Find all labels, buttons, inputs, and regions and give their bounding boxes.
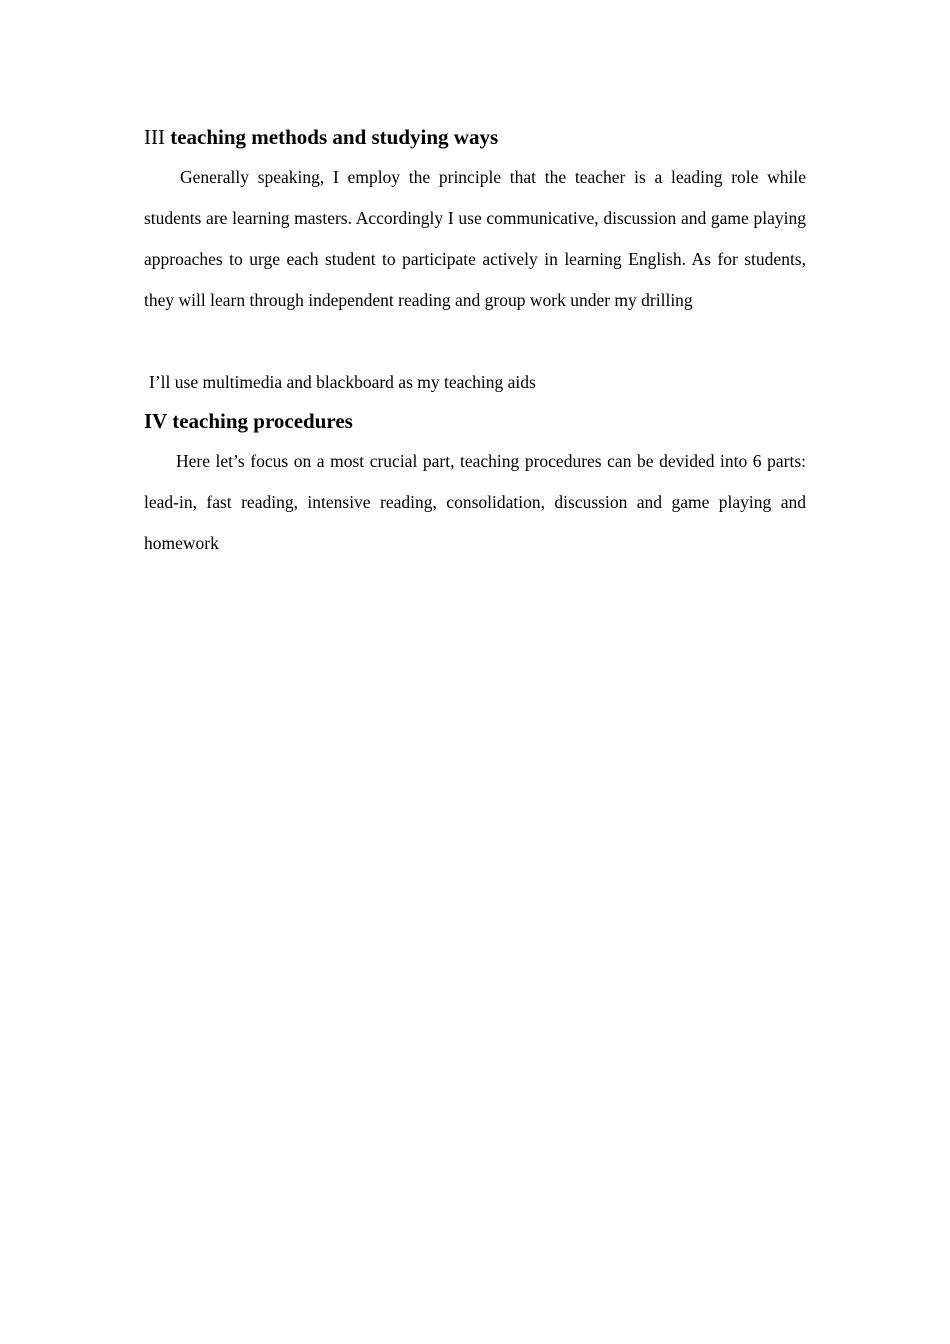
section-3-heading [144,124,806,150]
section-3-paragraph-1: Generally speaking, I employ the principle that the teacher is a leading role while students are learning masters. Accordingly I use communicative, discussion and game playing approaches to urge each student to participate actively in learning English. As for students, they will learn through independent reading and group work under my drilling [144,167,806,310]
section-4-heading: IV teaching procedures [144,409,353,433]
section-3-numeral: III [144,125,165,149]
section-4-paragraph-1: Here let’s focus on a most crucial part, teaching procedures can be devided into 6 parts: lead-in, fast reading, intensive reading, consolidation, discussion and game playing and homework [144,451,806,553]
section-3-title: teaching methods and studying ways [170,125,499,149]
section-3-paragraph-2: I’ll use multimedia and blackboard as my teaching aids [149,372,536,392]
